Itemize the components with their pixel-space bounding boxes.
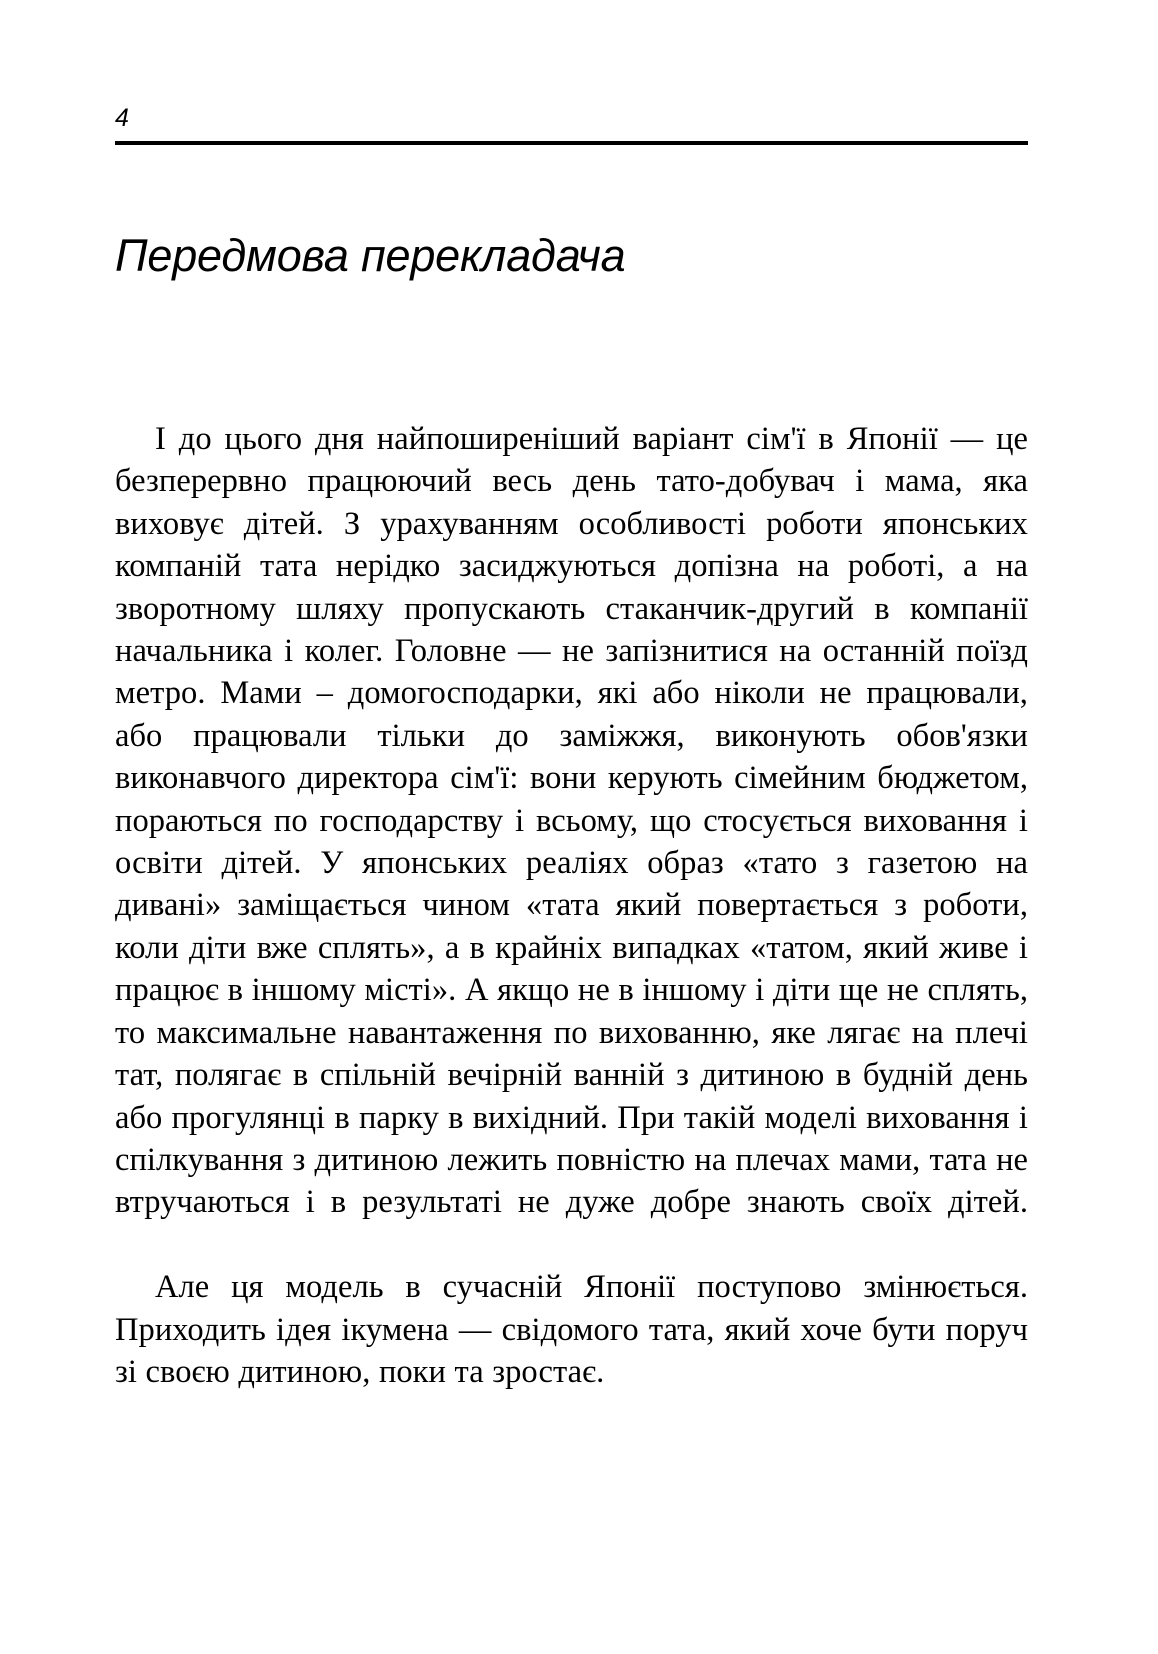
- paragraph: Але ця модель в сучасній Японії поступово змінюється. Приходить ідея ікумена — свідомого тата, який хоче бути поруч зі своєю дитиною, поки та зростає.: [115, 1269, 1028, 1390]
- header-divider: [115, 141, 1028, 145]
- page-number: 4: [115, 104, 130, 132]
- paragraph: І до цього дня найпоширеніший варіант сім'ї в Японії — це безперервно працюючий весь день тато-добувач і мама, яка виховує дітей. З урахуванням особливості роботи японських компаній тата нерідко засиджуються допізна на роботі, а на зворотному шляху пропускають стаканчик-другий в компанії начальника і колег. Головне — не запізнитися на останній поїзд метро. Мами – домогосподарки, які або ніколи не працювали, або працювали тільки до заміжжя, виконують обов'язки виконавчого директора сім'ї: вони керують сімейним бюджетом, пораються по господарству і всьому, що стосується виховання і освіти дітей. У японських реаліях образ «тато з газетою на дивані» заміщається чином «тата який повертається з роботи, коли діти вже сплять», а в крайніх випадках «татом, який живе і працює в іншому місті». А якщо не в іншому і діти ще не сплять, то максимальне навантаження по вихованню, яке лягає на плечі тат, полягає в спільній вечірній ванній з дитиною в будній день або прогулянці в парку в вихідний. При такій моделі виховання і спілкування з дитиною лежить повністю на плечах мами, тата не втручаються і в результаті не дуже добре знають своїх дітей.: [115, 421, 1028, 1221]
- body-text: [115, 418, 1028, 1393]
- page-title: Передмова перекладача: [115, 230, 626, 282]
- page-header: [115, 104, 1028, 145]
